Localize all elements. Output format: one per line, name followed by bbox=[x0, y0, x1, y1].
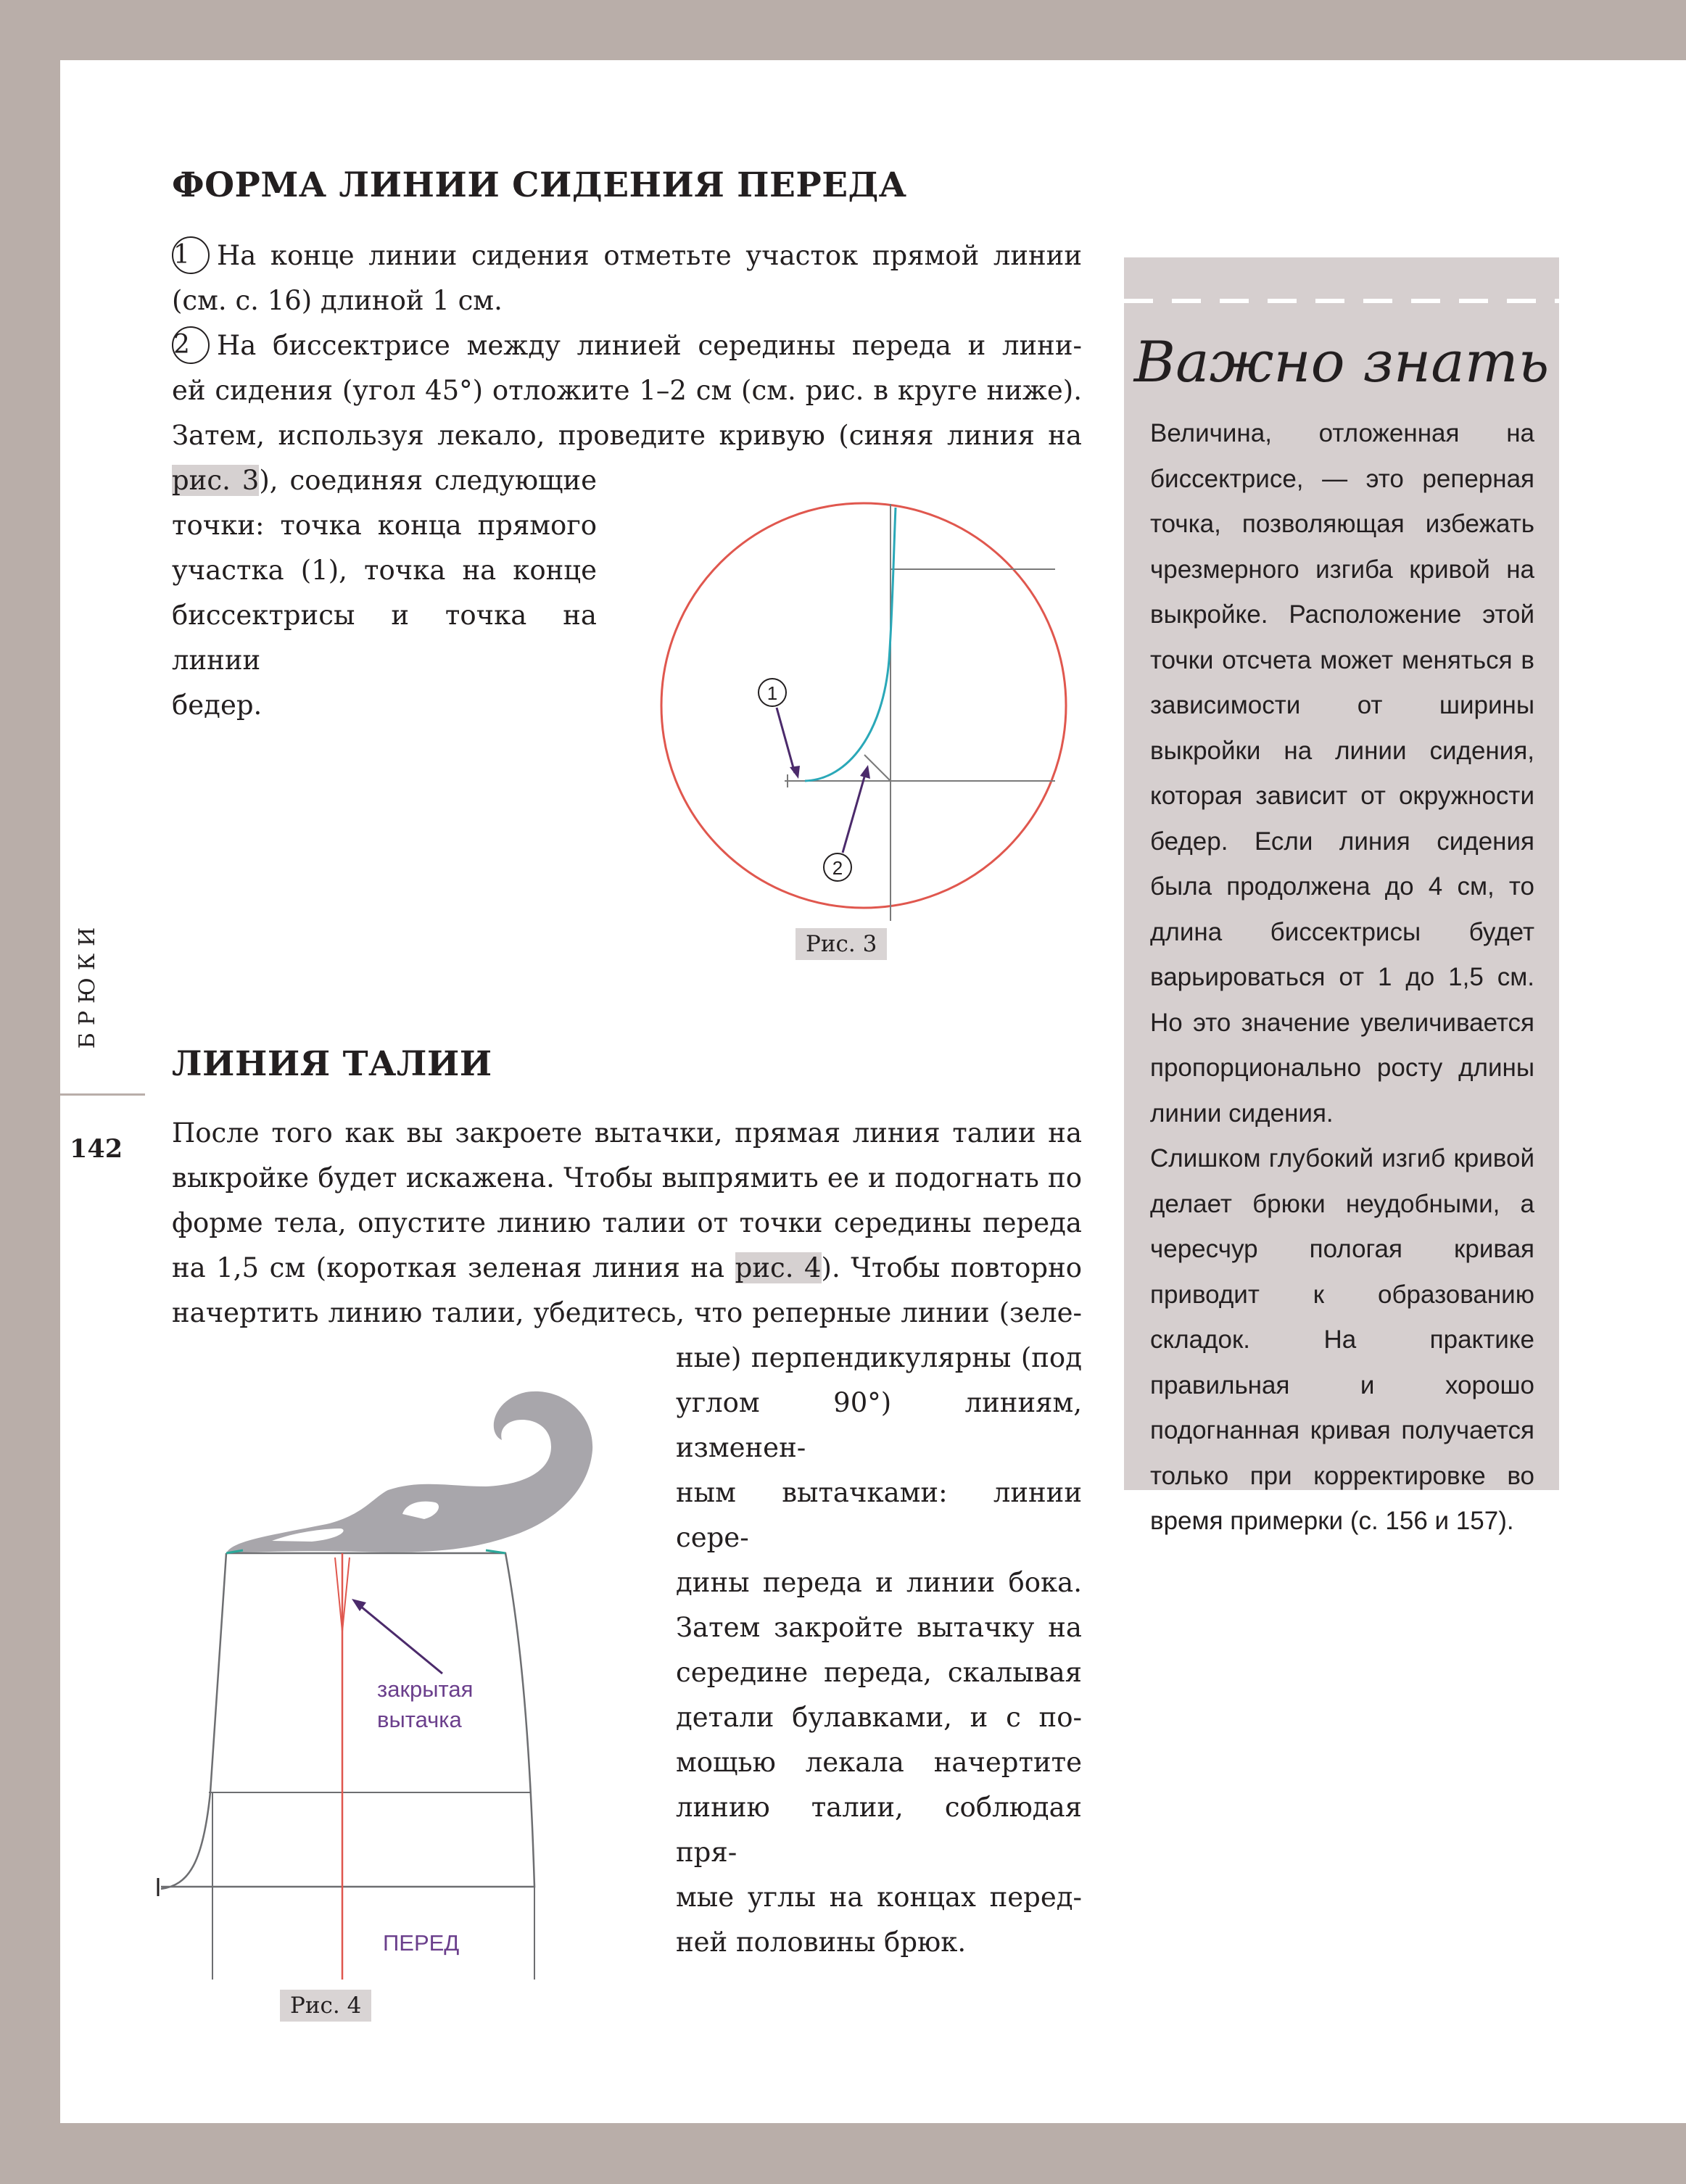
section2-column-line: линию талии, соблюдая пря- bbox=[676, 1792, 1082, 1868]
figure3-marker2: 2 bbox=[832, 857, 843, 879]
step2-line1: На биссектрисе между линией середины переда и лини- bbox=[217, 330, 1082, 361]
section2-body bbox=[172, 1111, 1082, 1336]
figure3-diagram bbox=[653, 493, 1088, 928]
step1-line2: (см. с. 16) длиной 1 см. bbox=[172, 285, 503, 316]
figure4-french-curve-ruler bbox=[226, 1391, 592, 1553]
step2-line6: участка (1), точка на конце bbox=[172, 555, 597, 586]
figure4-dart-label-2: вытачка bbox=[377, 1707, 462, 1732]
side-divider bbox=[60, 1093, 145, 1096]
section2-column-line: детали булавками, и с по- bbox=[676, 1702, 1082, 1733]
step2-line5: точки: точка конца прямого bbox=[172, 510, 597, 541]
figure4-caption: Рис. 4 bbox=[280, 1990, 371, 2022]
section2-column-line: ней половины брюк. bbox=[676, 1927, 967, 1958]
step1-number-badge: 1 bbox=[172, 236, 210, 274]
section2-line4-start: на 1,5 см (короткая зеленая линия на bbox=[172, 1252, 735, 1283]
section2-line2: выкройке будет искажена. Чтобы выпрямить ее и подогнать по bbox=[172, 1162, 1082, 1194]
section2-column-line: мые углы на концах перед- bbox=[676, 1882, 1082, 1913]
sidebar-dashed-divider bbox=[1124, 298, 1559, 304]
section2-right-column bbox=[676, 1336, 1082, 1965]
section2-line5: начертить линию талии, убедитесь, что реперные линии (зеле- bbox=[172, 1297, 1082, 1328]
step2-line2: ей сидения (угол 45°) отложите 1–2 см (см. рис. в круге ниже). bbox=[172, 375, 1082, 406]
step2-line7: биссектрисы и точка на линии bbox=[172, 600, 597, 676]
figure3-arrow2-head bbox=[860, 765, 870, 779]
figure4-pattern-outline bbox=[161, 1553, 534, 1889]
section2-column-line: дины переда и линии бока. bbox=[676, 1567, 1082, 1598]
section2-column-line: середине переда, скалывая bbox=[676, 1657, 1082, 1688]
step2-line8: бедер. bbox=[172, 690, 263, 721]
section2-column-line: Затем закройте вытачку на bbox=[676, 1612, 1082, 1643]
step1-line1: На конце линии сидения отметьте участок прямой линии bbox=[217, 240, 1082, 271]
figure3-reference: рис. 3 bbox=[172, 465, 260, 496]
section2-column-line: углом 90°) линиям, изменен- bbox=[676, 1387, 1082, 1463]
sidebar-body bbox=[1150, 411, 1534, 1544]
figure4-dart-label-1: закрытая bbox=[377, 1676, 474, 1702]
figure4-front-label: ПЕРЕД bbox=[383, 1930, 460, 1956]
chapter-side-label bbox=[67, 919, 110, 1059]
figure3-magnifier-circle bbox=[661, 503, 1066, 908]
figure3-caption: Рис. 3 bbox=[796, 928, 887, 960]
figure4-diagram bbox=[145, 1370, 653, 1987]
figure3-arrow2 bbox=[843, 774, 865, 853]
section1-left-column bbox=[172, 458, 597, 728]
section2-column-line: ным вытачками: линии сере- bbox=[676, 1477, 1082, 1553]
chapter-label: БРЮКИ bbox=[75, 919, 101, 1049]
section2-line1: После того как вы закроете вытачки, прямая линия талии на bbox=[172, 1117, 1082, 1149]
section2-column-line: мощью лекала начертите bbox=[676, 1747, 1082, 1778]
figure3-curve bbox=[805, 508, 896, 781]
important-sidebar bbox=[1124, 257, 1559, 1535]
figure3-marker1: 1 bbox=[766, 682, 778, 704]
section2-line4-end: ). Чтобы повторно bbox=[821, 1252, 1082, 1283]
sidebar-paragraph-2: Слишком глубокий изгиб кривой делает брюки неудобными, а чересчур пологая кривая приводит к образованию складок. На практике правильная и хорошо подогнанная кривая получается только при корректировке во время примерки (с. 156 и 157). bbox=[1150, 1144, 1534, 1535]
section-title-waist-line: ЛИНИЯ ТАЛИИ bbox=[172, 1044, 492, 1084]
step2-line3: Затем, используя лекало, проведите кривую (синяя линия на bbox=[172, 420, 1082, 451]
section2-column-line: ные) перпендикулярны (под bbox=[676, 1342, 1082, 1373]
section1-body bbox=[172, 233, 1082, 458]
step2-number-badge: 2 bbox=[172, 326, 210, 364]
figure4-dart-arrow bbox=[360, 1606, 442, 1674]
section2-line3: форме тела, опустите линию талии от точки середины переда bbox=[172, 1207, 1082, 1238]
figure4-reference: рис. 4 bbox=[735, 1252, 822, 1283]
step2-line4: ), соединяя следующие bbox=[259, 465, 597, 496]
sidebar-paragraph-1: Величина, отложенная на биссектрисе, — это реперная точка, позволяющая избежать чрезмерного изгиба кривой на выкройке. Расположение этой точки отсчета может меняться в зависимости от ширины выкройки на линии сидения, которая зависит от окружности бедер. Если линия сидения была продолжена до 4 см, то длина биссектрисы будет варьироваться от 1 до 1,5 см. Но это значение увеличивается пропорционально росту длины линии сидения. bbox=[1150, 419, 1534, 1128]
sidebar-title: Важно знать bbox=[1133, 330, 1550, 395]
figure3-arrow1 bbox=[777, 708, 795, 773]
figure3-arrow1-head bbox=[790, 766, 800, 779]
page-number: 142 bbox=[70, 1134, 123, 1164]
section-title-seat-line: ФОРМА ЛИНИИ СИДЕНИЯ ПЕРЕДА bbox=[172, 165, 907, 205]
